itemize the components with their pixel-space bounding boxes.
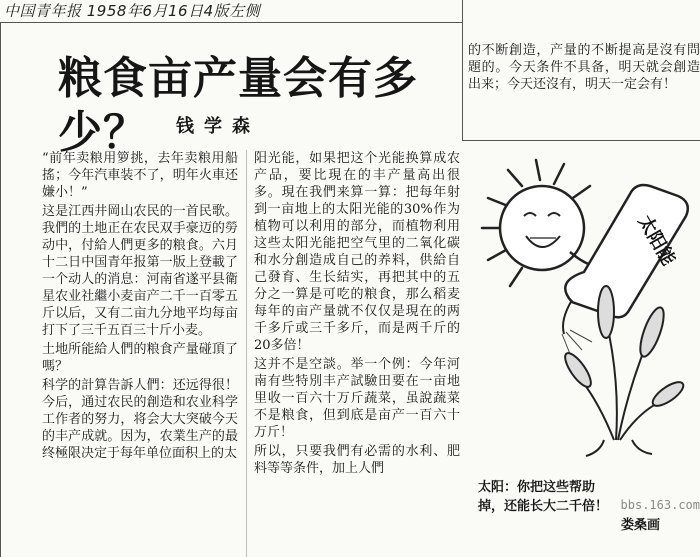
article-byline: 钱学森: [176, 116, 260, 137]
caption-line: 掉，还能长大二千倍！: [478, 499, 609, 514]
bottle-label: 太阳能: [633, 212, 679, 270]
paragraph: 这并不是空談。举一个例：今年河南有些特別丰产試驗田要在一亩地里收一百六十万斤蔬菜，虽說蔬菜不是粮食，但到底是亩产一百六十万斤！: [254, 357, 460, 440]
frame-column-rule: [462, 0, 463, 140]
paragraph: 土地所能給人們的粮食产量碰頂了嗎？: [42, 342, 238, 374]
article-column-3: [468, 42, 700, 132]
handwritten-source-note: 中国青年报 1958年6月16日4版左侧: [4, 2, 261, 20]
column-divider: [246, 150, 247, 557]
artist-credit: 娄桑画: [620, 518, 660, 533]
cartoon-sun-illustration: [466, 140, 700, 470]
frame-left-rule: [0, 22, 1, 557]
article-column-1: [42, 150, 238, 557]
site-watermark: bbs.163.com: [620, 498, 700, 512]
caption-line: 太阳：你把这些帮助: [478, 480, 596, 495]
paragraph: 阳光能，如果把这个光能换算成农产品，要比現在的丰产量高出很多。現在我們来算一算：把每年射到一亩地上的太阳光能的30%作为植物可以利用的部分，而植物利用这些太阳光能把空气里的二氧化碳和水分創造成自己的养料，供給自己發育、生长結实，再把其中的五分之一算是可吃的粮食，那么稻麦每年的亩产量就不仅仅是現在的两千多斤或三千多斤，而是两千斤的20多倍！: [254, 151, 460, 353]
paragraph: 所以，只要我們有必需的水利、肥料等等条件，加上人們: [254, 444, 460, 476]
frame-top-rule: [0, 22, 462, 23]
sun-face-icon: [500, 186, 584, 270]
paragraph: 科学的計算告訴人們：还远得很！今后，通过农民的創造和农业科学工作者的努力，将会大大突破今天的丰产成就。因为，农業生产的最终極限决定于每年单位面积上的太: [42, 378, 238, 461]
article-column-2: [254, 150, 460, 557]
spray-lines-icon: [562, 330, 592, 354]
paragraph: 的不断創造，产量的不断提高是沒有問題的。今天条件不具备，明天就会創造出来；今天还沒有，明天一定会有！: [468, 43, 700, 92]
article-headline: 粮食亩产量会有多少？: [58, 53, 418, 158]
paragraph: 这是江西井岡山农民的一首民歌。我們的土地正在农民双手豪迈的勞动中，付給人們更多的粮食。六月十二日中国青年报第一版上登載了一个动人的消息：河南省遂平县衛星农业社繼小麦亩产二千一百零五斤以后，又有二亩九分地平均每亩打下了三千五百三十斤小麦。: [42, 204, 238, 338]
paragraph: “前年卖粮用箩挑，去年卖粮用船搖；今年汽車装不了，明年火車还嫌小！”: [42, 151, 238, 200]
